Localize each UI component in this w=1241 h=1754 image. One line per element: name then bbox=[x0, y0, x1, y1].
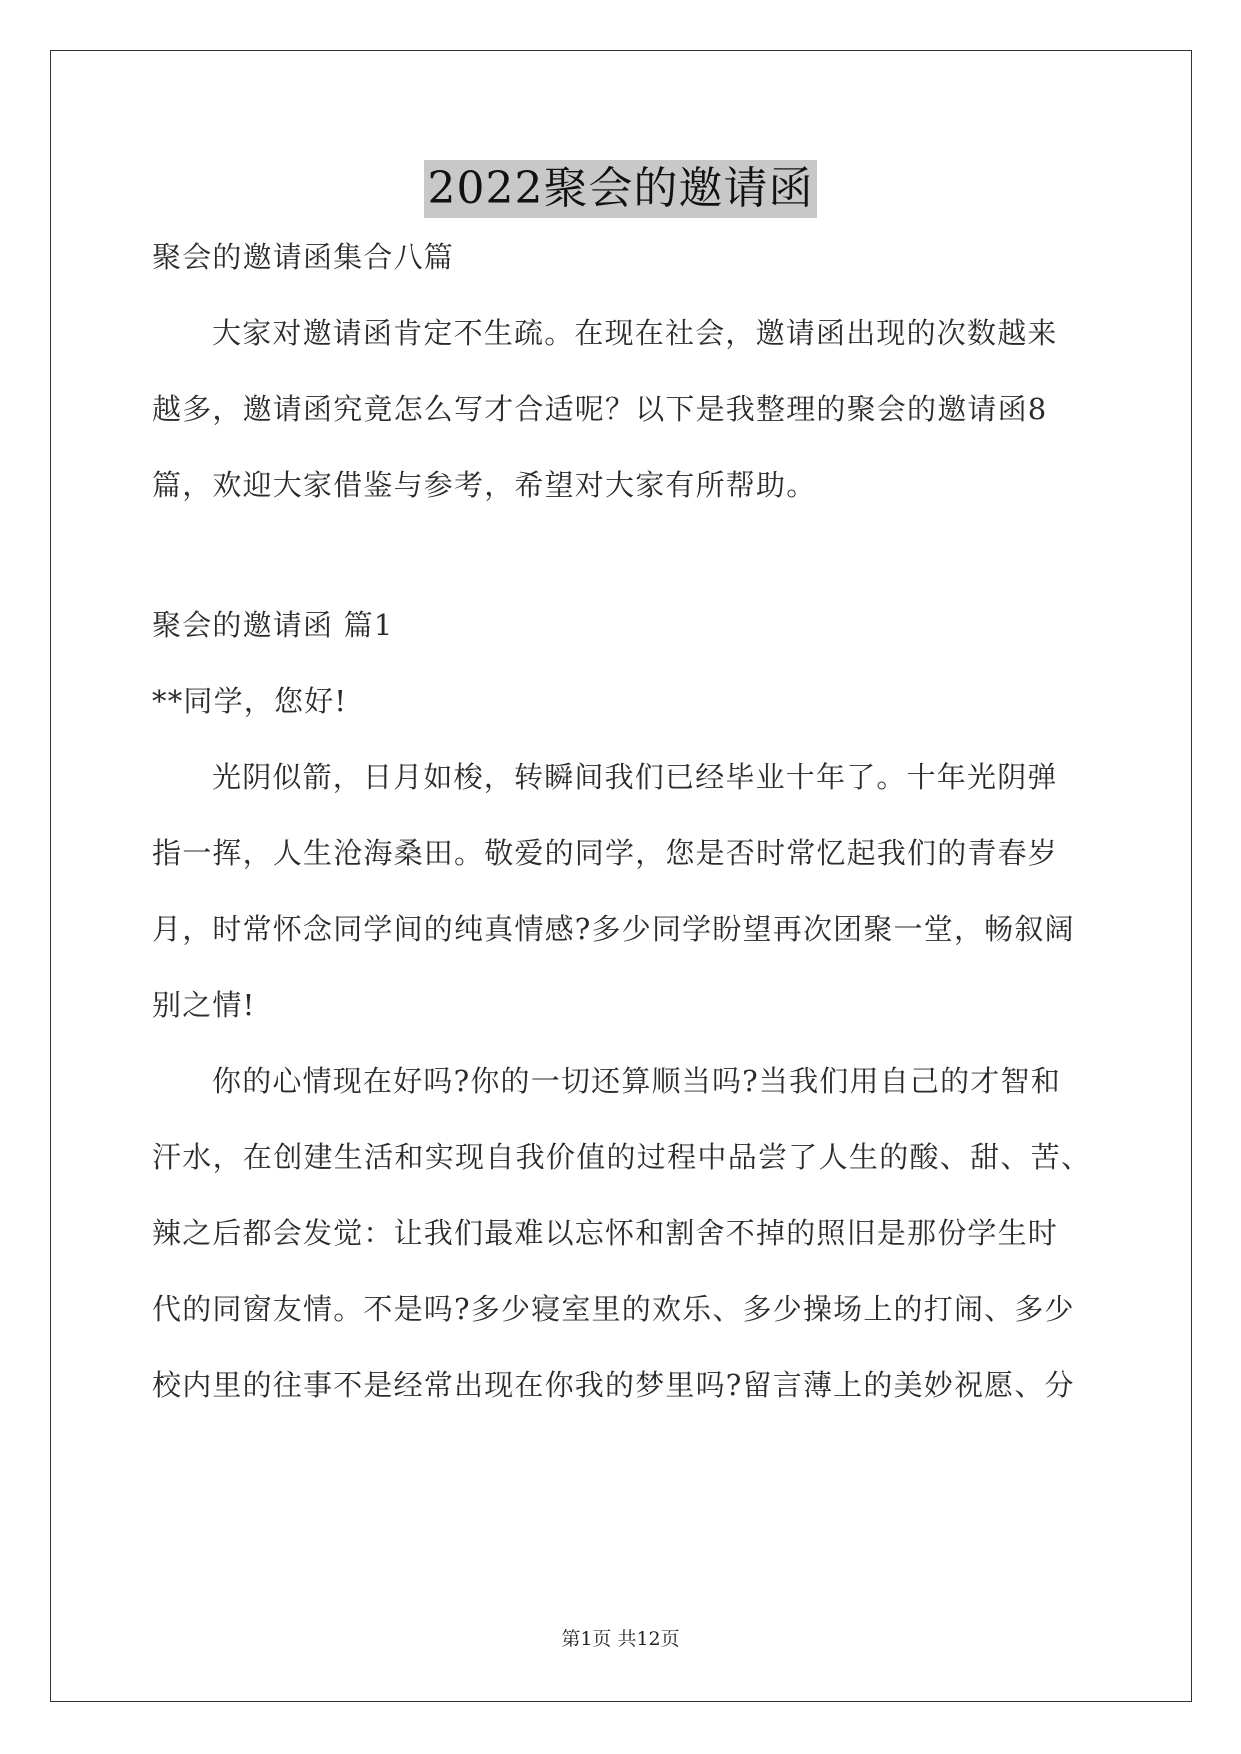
body-line-2: 指一挥，人生沧海桑田。敬爱的同学，您是否时常忆起我们的青春岁 bbox=[152, 836, 1059, 870]
salutation: **同学，您好! bbox=[152, 684, 348, 718]
intro-line-3: 篇，欢迎大家借鉴与参考，希望对大家有所帮助。 bbox=[152, 468, 817, 502]
intro-line-2: 越多，邀请函究竟怎么写才合适呢？以下是我整理的聚会的邀请函8 bbox=[152, 392, 1048, 426]
body-line-6: 汗水，在创建生活和实现自我价值的过程中品尝了人生的酸、甜、苦、 bbox=[152, 1140, 1090, 1174]
body-line-4: 别之情! bbox=[152, 988, 256, 1022]
body-line-5: 你的心情现在好吗?你的一切还算顺当吗?当我们用自己的才智和 bbox=[212, 1064, 1061, 1098]
subtitle: 聚会的邀请函集合八篇 bbox=[152, 240, 455, 274]
document-title: 2022聚会的邀请函 bbox=[424, 160, 818, 218]
intro-line-1: 大家对邀请函肯定不生疏。在现在社会，邀请函出现的次数越来 bbox=[212, 316, 1058, 350]
page-border bbox=[50, 50, 1192, 1702]
page-footer: 第1页 共12页 bbox=[561, 1628, 680, 1650]
title-wrap bbox=[0, 160, 1241, 218]
body-line-1: 光阴似箭，日月如梭，转瞬间我们已经毕业十年了。十年光阴弹 bbox=[212, 760, 1058, 794]
body-line-9: 校内里的往事不是经常出现在你我的梦里吗?留言薄上的美妙祝愿、分 bbox=[152, 1368, 1075, 1402]
body-line-3: 月，时常怀念同学间的纯真情感?多少同学盼望再次团聚一堂，畅叙阔 bbox=[152, 912, 1075, 946]
body-line-8: 代的同窗友情。不是吗?多少寝室里的欢乐、多少操场上的打闹、多少 bbox=[152, 1292, 1075, 1326]
section-heading: 聚会的邀请函 篇1 bbox=[152, 608, 394, 642]
body-line-7: 辣之后都会发觉：让我们最难以忘怀和割舍不掉的照旧是那份学生时 bbox=[152, 1216, 1059, 1250]
